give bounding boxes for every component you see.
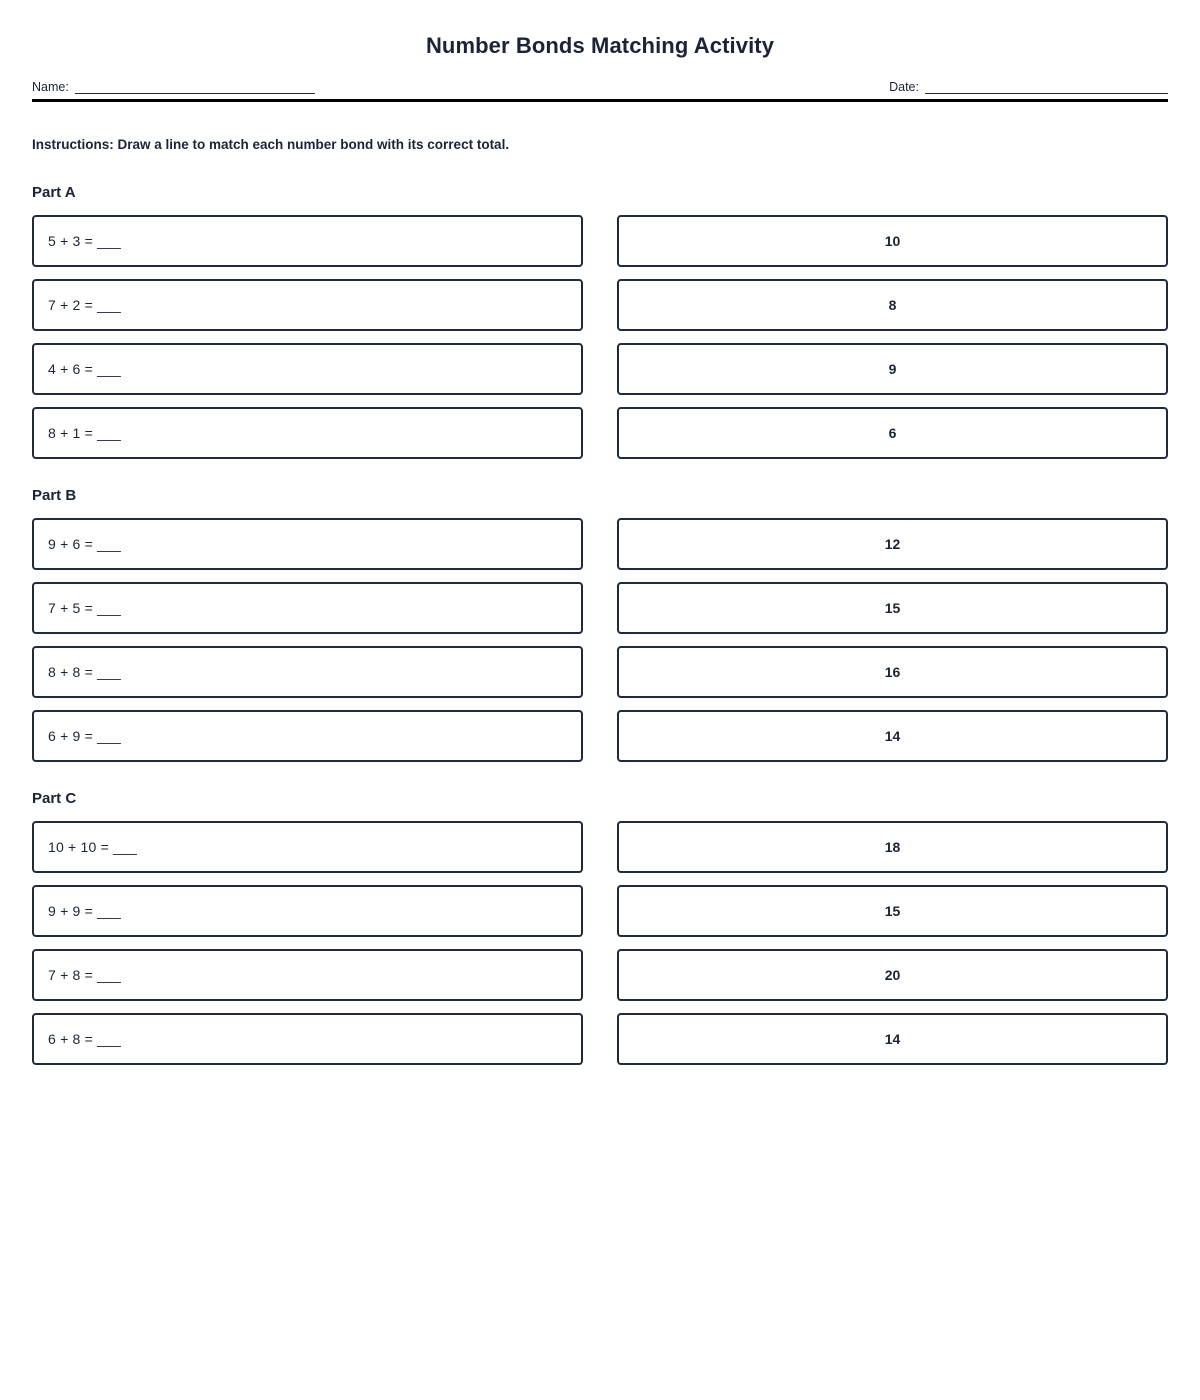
number-bond-prompt-box[interactable]	[32, 885, 583, 937]
number-bond-prompt-text: 8 + 8 = ___	[48, 664, 122, 680]
number-bond-prompt-text: 4 + 6 = ___	[48, 361, 122, 377]
total-answer-text: 18	[884, 839, 901, 855]
page-title: Number Bonds Matching Activity	[425, 33, 775, 58]
total-answer-text: 8	[888, 297, 897, 313]
match-grid	[32, 821, 1168, 1065]
total-answer-box[interactable]	[617, 885, 1168, 937]
date-field[interactable]	[889, 80, 1168, 94]
section-heading: Part C	[32, 790, 77, 807]
section-heading: Part B	[32, 487, 77, 504]
total-answer-text: 14	[884, 1031, 901, 1047]
instructions-text: Instructions: Draw a line to match each number bond with its correct total.	[32, 137, 510, 152]
match-section	[32, 184, 1168, 459]
number-bond-prompt-box[interactable]	[32, 215, 583, 267]
total-answer-text: 15	[884, 600, 901, 616]
number-bond-prompt-box[interactable]	[32, 949, 583, 1001]
number-bond-prompt-box[interactable]	[32, 710, 583, 762]
total-answer-box[interactable]	[617, 1013, 1168, 1065]
total-answer-box[interactable]	[617, 949, 1168, 1001]
number-bond-prompt-box[interactable]	[32, 646, 583, 698]
number-bond-prompt-box[interactable]	[32, 821, 583, 873]
number-bond-prompt-box[interactable]	[32, 1013, 583, 1065]
total-answer-box[interactable]	[617, 407, 1168, 459]
number-bond-prompt-text: 6 + 9 = ___	[48, 728, 122, 744]
match-section	[32, 487, 1168, 762]
match-grid	[32, 518, 1168, 762]
number-bond-prompt-text: 10 + 10 = ___	[48, 839, 138, 855]
number-bond-prompt-box[interactable]	[32, 279, 583, 331]
number-bond-prompt-box[interactable]	[32, 343, 583, 395]
student-meta-row	[32, 80, 1168, 94]
total-answer-text: 12	[884, 536, 901, 552]
total-answer-box[interactable]	[617, 343, 1168, 395]
total-answer-text: 10	[884, 233, 901, 249]
match-grid	[32, 215, 1168, 459]
number-bond-prompt-box[interactable]	[32, 582, 583, 634]
total-answer-text: 9	[888, 361, 897, 377]
number-bond-prompt-text: 5 + 3 = ___	[48, 233, 122, 249]
total-answer-box[interactable]	[617, 710, 1168, 762]
total-answer-text: 6	[888, 425, 897, 441]
number-bond-prompt-text: 6 + 8 = ___	[48, 1031, 122, 1047]
total-answer-box[interactable]	[617, 646, 1168, 698]
date-label: Date:	[889, 80, 919, 94]
number-bond-prompt-text: 7 + 5 = ___	[48, 600, 122, 616]
total-answer-box[interactable]	[617, 582, 1168, 634]
number-bond-prompt-text: 9 + 9 = ___	[48, 903, 122, 919]
name-label: Name:	[32, 80, 69, 94]
sections-container	[32, 184, 1168, 1065]
total-answer-box[interactable]	[617, 518, 1168, 570]
total-answer-box[interactable]	[617, 821, 1168, 873]
number-bond-prompt-text: 7 + 2 = ___	[48, 297, 122, 313]
number-bond-prompt-box[interactable]	[32, 518, 583, 570]
number-bond-prompt-text: 9 + 6 = ___	[48, 536, 122, 552]
number-bond-prompt-box[interactable]	[32, 407, 583, 459]
total-answer-text: 16	[884, 664, 901, 680]
name-write-line[interactable]	[75, 83, 315, 94]
section-heading: Part A	[32, 184, 76, 201]
total-answer-box[interactable]	[617, 279, 1168, 331]
date-write-line[interactable]	[925, 83, 1168, 94]
header-divider	[32, 99, 1168, 102]
number-bond-prompt-text: 7 + 8 = ___	[48, 967, 122, 983]
name-field[interactable]	[32, 80, 315, 94]
total-answer-text: 15	[884, 903, 901, 919]
total-answer-box[interactable]	[617, 215, 1168, 267]
number-bond-prompt-text: 8 + 1 = ___	[48, 425, 122, 441]
match-section	[32, 790, 1168, 1065]
total-answer-text: 20	[884, 967, 901, 983]
total-answer-text: 14	[884, 728, 901, 744]
